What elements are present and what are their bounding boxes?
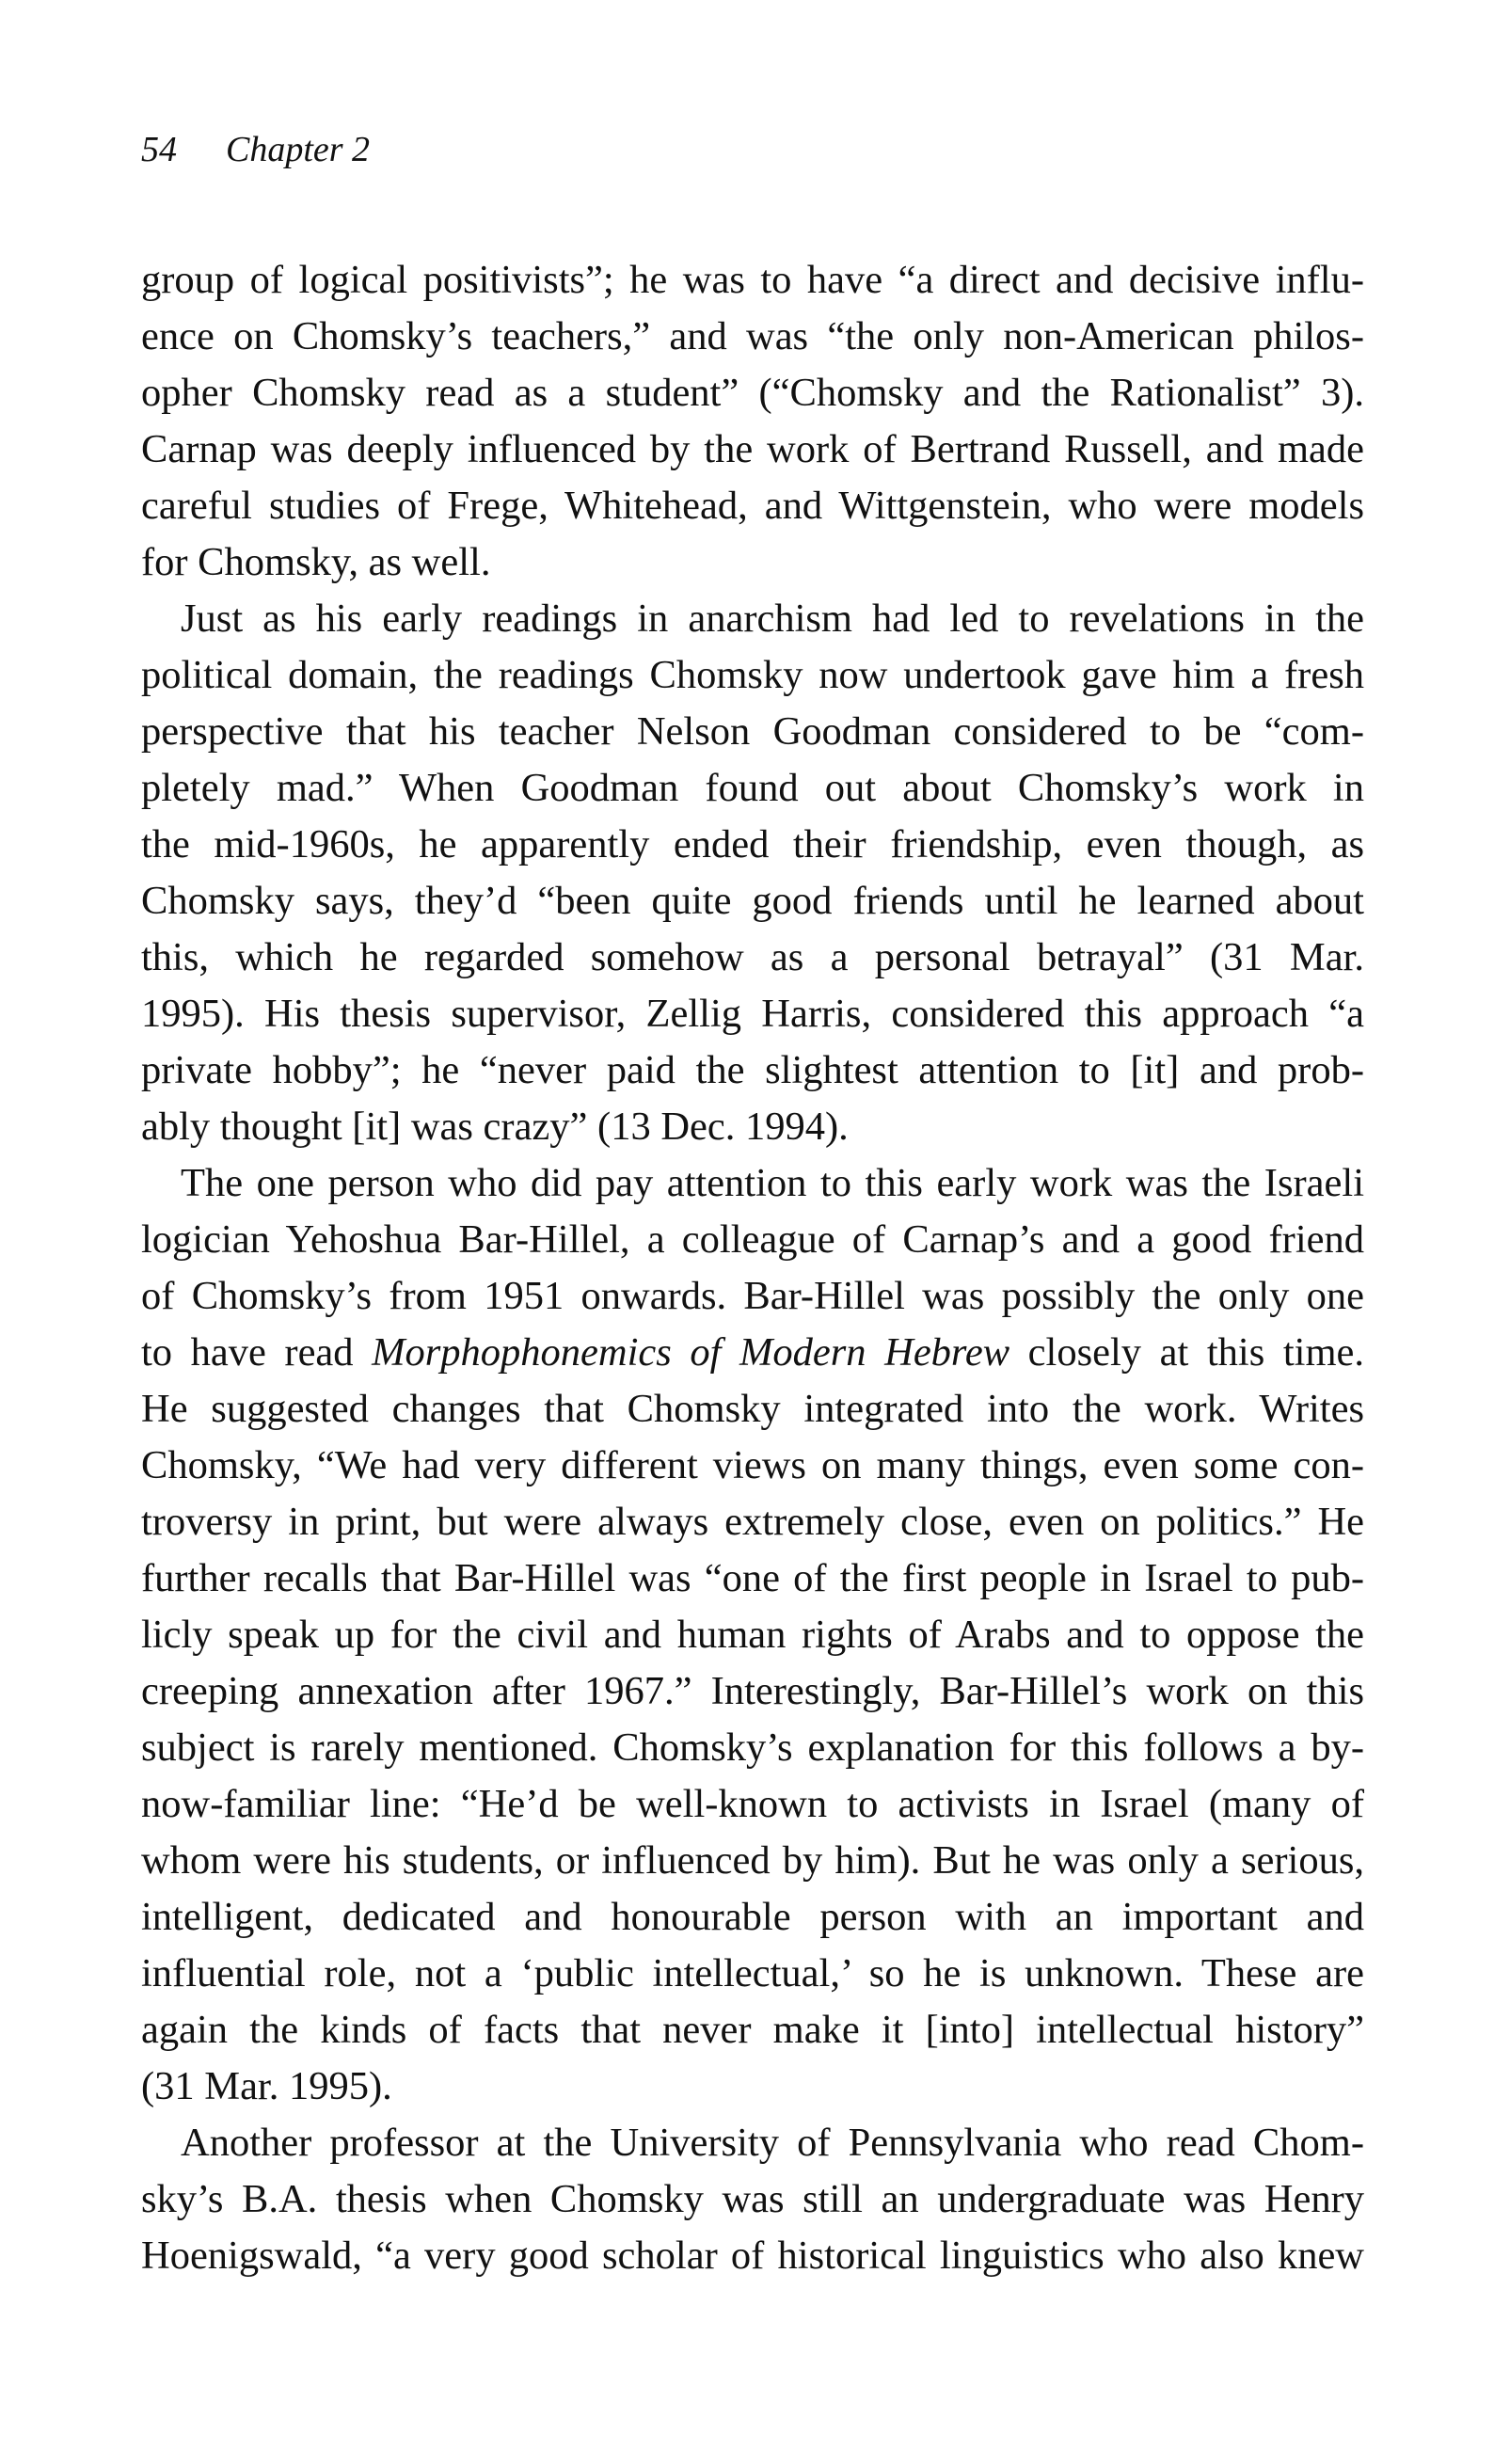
text-line: Carnap was deeply influenced by the work of Bertrand Russell, and made [141, 427, 1364, 471]
paragraph [141, 2115, 1364, 2284]
text-line: ence on Chomsky’s teachers,” and was “the only non-American philos- [141, 314, 1364, 358]
text-line: logician Yehoshua Bar-Hillel, a colleague of Carnap’s and a good friend [141, 1217, 1364, 1262]
text-line: 1995). His thesis supervisor, Zellig Harris, considered this approach “a [141, 992, 1364, 1036]
text-segment: to have read [141, 1330, 373, 1375]
paragraph [141, 1155, 1364, 2115]
text-line: this, which he regarded somehow as a personal betrayal” (31 Mar. [141, 935, 1364, 979]
text-line: Hoenigswald, “a very good scholar of historical linguistics who also knew [141, 2233, 1364, 2278]
text-line: The one person who did pay attention to this early work was the Israeli [181, 1161, 1364, 1205]
text-line: licly speak up for the civil and human rights of Arabs and to oppose the [141, 1613, 1364, 1657]
text-line: now-familiar line: “He’d be well-known to activists in Israel (many of [141, 1782, 1364, 1826]
text-line: He suggested changes that Chomsky integrated into the work. Writes [141, 1387, 1364, 1431]
text-line: group of logical positivists”; he was to have “a direct and decisive influ- [141, 258, 1364, 302]
chapter-title: Chapter 2 [226, 130, 371, 169]
text-line: again the kinds of facts that never make it [into] intellectual history” [141, 2008, 1364, 2052]
text-line: subject is rarely mentioned. Chomsky’s explanation for this follows a by- [141, 1725, 1364, 1770]
text-line: careful studies of Frege, Whitehead, and Wittgenstein, who were models [141, 484, 1364, 528]
text-segment: closely at this time. [1009, 1330, 1364, 1375]
text-line: further recalls that Bar-Hillel was “one of the first people in Israel to pub- [141, 1556, 1364, 1600]
text-line: political domain, the readings Chomsky now undertook gave him a fresh [141, 653, 1364, 697]
text-line: (31 Mar. 1995). [141, 2064, 392, 2108]
text-line [141, 1325, 1364, 1381]
text-line: pletely mad.” When Goodman found out about Chomsky’s work in [141, 766, 1364, 810]
text-line: Chomsky, “We had very different views on many things, even some con- [141, 1443, 1364, 1487]
text-line: the mid-1960s, he apparently ended their friendship, even though, as [141, 822, 1364, 866]
book-title-italic: Morphophonemics of Modern Hebrew [372, 1330, 1010, 1375]
text-line: for Chomsky, as well. [141, 540, 491, 584]
text-line: ably thought [it] was crazy” (13 Dec. 1994). [141, 1105, 849, 1149]
text-line: sky’s B.A. thesis when Chomsky was still an undergraduate was Henry [141, 2177, 1364, 2221]
paragraph [141, 591, 1364, 1155]
text-line: perspective that his teacher Nelson Goodman considered to be “com- [141, 709, 1364, 754]
text-line: of Chomsky’s from 1951 onwards. Bar-Hillel was possibly the only one [141, 1274, 1364, 1318]
text-line: troversy in print, but were always extremely close, even on politics.” He [141, 1500, 1364, 1544]
text-line: creeping annexation after 1967.” Interestingly, Bar-Hillel’s work on this [141, 1669, 1364, 1713]
text-line: Chomsky says, they’d “been quite good friends until he learned about [141, 879, 1364, 923]
body-text [141, 252, 1364, 2284]
paragraph [141, 252, 1364, 591]
text-line: private hobby”; he “never paid the slightest attention to [it] and prob- [141, 1048, 1364, 1092]
text-line: opher Chomsky read as a student” (“Chomsky and the Rationalist” 3). [141, 371, 1364, 415]
running-head [141, 132, 370, 167]
text-line: intelligent, dedicated and honourable person with an important and [141, 1895, 1364, 1939]
page-number: 54 [141, 130, 177, 169]
text-line: influential role, not a ‘public intellectual,’ so he is unknown. These are [141, 1951, 1364, 1995]
text-line: Another professor at the University of Pennsylvania who read Chom- [181, 2121, 1364, 2165]
text-line: whom were his students, or influenced by him). But he was only a serious, [141, 1838, 1364, 1883]
text-line: Just as his early readings in anarchism had led to revelations in the [181, 596, 1364, 641]
